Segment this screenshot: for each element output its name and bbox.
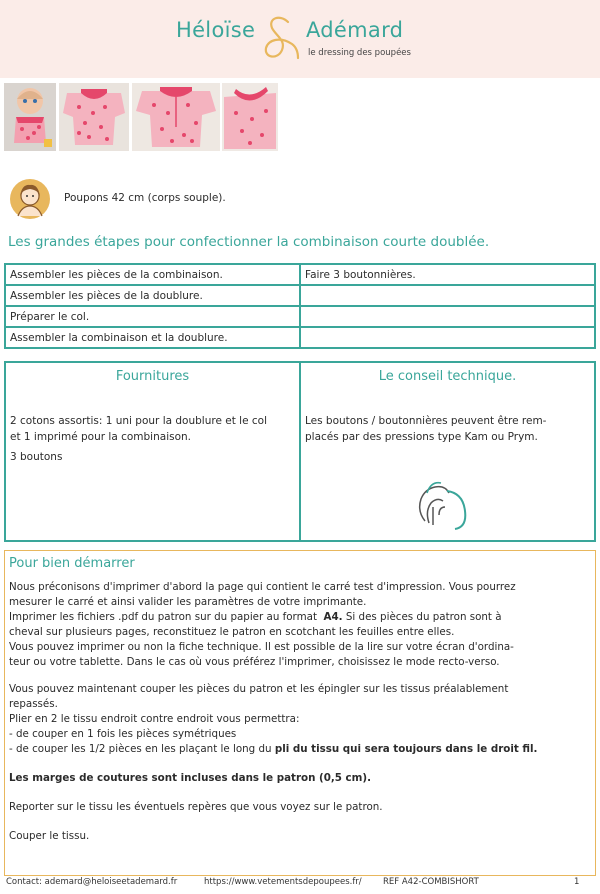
text-line: Nous préconisons d'imprimer d'abord la page qui contient le carré test d'impression. Vous pourrez xyxy=(9,581,516,593)
text-fragment: Imprimer les fichiers .pdf du patron sur du papier au format xyxy=(9,611,317,623)
getting-started-body xyxy=(9,580,589,844)
table-row xyxy=(5,285,595,306)
supplies-text xyxy=(10,413,300,465)
steps-title: Les grandes étapes pour confectionner la combinaison courte doublée. xyxy=(8,234,490,250)
table-row xyxy=(5,264,595,285)
doll-face-icon xyxy=(8,178,52,220)
step-cell xyxy=(300,285,595,306)
steps-table xyxy=(4,263,596,349)
sewing-hand-icon xyxy=(411,471,473,535)
footer-ref: REF A42-COMBISHORT xyxy=(383,877,479,887)
supplies-box xyxy=(4,361,301,542)
table-row xyxy=(5,306,595,327)
thumbnail-romper-collar[interactable] xyxy=(222,83,278,151)
brand-logo xyxy=(168,14,438,66)
doll-photo-icon xyxy=(4,83,56,151)
step-cell: Assembler les pièces de la doublure. xyxy=(5,285,300,306)
text-line: - de couper en 1 fois les pièces symétriques xyxy=(9,728,237,740)
step-cell xyxy=(300,327,595,348)
thumbnail-romper-front[interactable] xyxy=(59,83,129,151)
tip-title: Le conseil technique. xyxy=(378,369,517,384)
text-line: repassés. xyxy=(9,698,58,710)
doll-size-row xyxy=(8,178,408,220)
tip-line: placés par des pressions type Kam ou Prym. xyxy=(305,431,538,443)
step-cell: Assembler la combinaison et la doublure. xyxy=(5,327,300,348)
step-cell: Assembler les pièces de la combinaison. xyxy=(5,264,300,285)
supplies-line: et 1 imprimé pour la combinaison. xyxy=(10,431,191,443)
page-header xyxy=(0,0,600,78)
text-fragment: - de couper les 1/2 pièces en les plaçant le long du xyxy=(9,743,272,755)
text-line: cheval sur plusieurs pages, reconstituez le patron en scotchant les feuilles entre elles. xyxy=(9,626,455,638)
tip-line: Les boutons / boutonnières peuvent être rem- xyxy=(305,415,547,427)
brand-name-left: Héloïse xyxy=(176,18,256,42)
romper-back-photo-icon xyxy=(132,83,220,151)
tip-text xyxy=(305,413,593,445)
getting-started-title: Pour bien démarrer xyxy=(9,556,135,571)
text-line: mesurer le carré et ainsi valider les paramètres de votre imprimante. xyxy=(9,596,367,608)
step-cell: Préparer le col. xyxy=(5,306,300,327)
text-line: teur ou votre tablette. Dans le cas où vous préférez l'imprimer, choisissez le mode recto-verso. xyxy=(9,656,500,668)
text-line xyxy=(9,742,589,757)
text-line: Couper le tissu. xyxy=(9,830,90,842)
footer-url[interactable]: https://www.vetementsdepoupees.fr/ xyxy=(204,877,362,887)
tip-box xyxy=(299,361,596,542)
text-bold: Les marges de coutures sont incluses dans le patron (0,5 cm). xyxy=(9,772,371,784)
step-cell xyxy=(300,306,595,327)
romper-front-photo-icon xyxy=(59,83,129,151)
text-bold: A4. xyxy=(323,611,343,623)
text-line xyxy=(9,771,589,786)
text-line: Vous pouvez maintenant couper les pièces du patron et les épingler sur les tissus préalablement xyxy=(9,683,509,695)
text-fragment: Si des pièces du patron sont à xyxy=(345,611,502,623)
text-line: Reporter sur le tissu les éventuels repères que vous voyez sur le patron. xyxy=(9,801,383,813)
romper-collar-photo-icon xyxy=(222,83,278,151)
text-line xyxy=(9,610,589,625)
getting-started-box xyxy=(4,550,596,876)
supplies-line: 2 cotons assortis: 1 uni pour la doublure et le col xyxy=(10,415,267,427)
footer-page-number: 1 xyxy=(574,877,580,887)
supplies-title: Fournitures xyxy=(115,369,190,384)
ampersand-logo-icon xyxy=(258,14,302,66)
thumbnail-doll[interactable] xyxy=(4,83,56,151)
step-cell: Faire 3 boutonnières. xyxy=(300,264,595,285)
footer-contact[interactable]: Contact: ademard@heloiseetademard.fr xyxy=(6,877,178,887)
brand-tagline: le dressing des poupées xyxy=(308,48,411,58)
table-row xyxy=(5,327,595,348)
text-bold: pli du tissu qui sera toujours dans le droit fil. xyxy=(274,743,538,755)
thumbnail-romper-back[interactable] xyxy=(132,83,220,151)
doll-size-text: Poupons 42 cm (corps souple). xyxy=(64,192,226,204)
supplies-line: 3 boutons xyxy=(10,451,63,463)
text-line: Vous pouvez imprimer ou non la fiche technique. Il est possible de la lire sur votre écran d'ordina- xyxy=(9,641,514,653)
text-line: Plier en 2 le tissu endroit contre endroit vous permettra: xyxy=(9,713,300,725)
brand-name-right: Adémard xyxy=(306,18,404,42)
